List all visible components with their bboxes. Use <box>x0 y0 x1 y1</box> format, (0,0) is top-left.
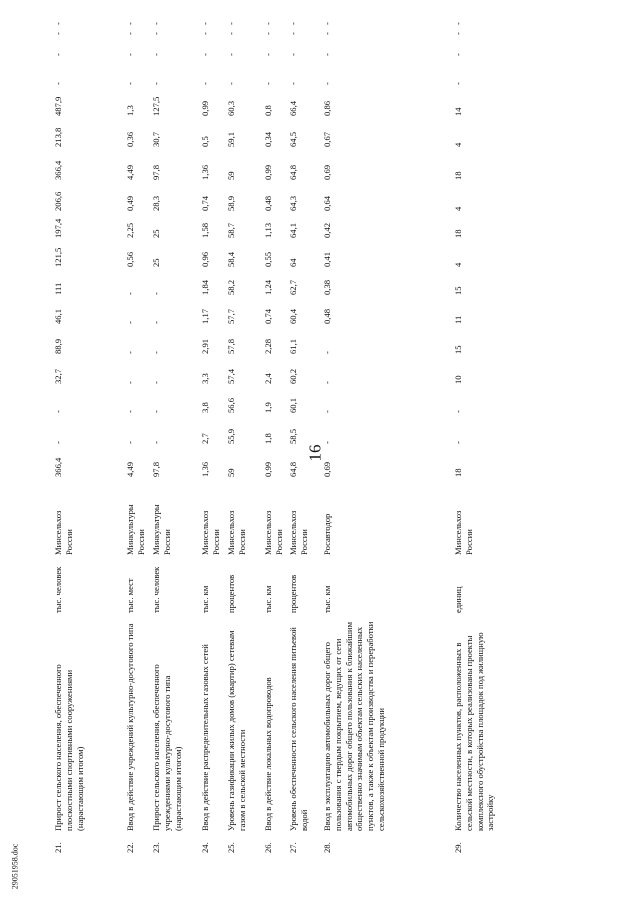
value-cell: 14 <box>453 107 463 116</box>
indicator-name: Ввод в действие локальных водопроводов <box>263 677 273 831</box>
value-cell: 64,5 <box>288 131 298 147</box>
responsible-agency: Минсельхоз России <box>288 510 309 555</box>
value-cell: 127,5 <box>151 96 161 116</box>
row-number: 27. <box>288 842 298 853</box>
value-cell: 66,4 <box>288 100 298 116</box>
value-cell: 58,5 <box>288 428 298 444</box>
value-cell: 11 <box>453 315 463 324</box>
value-cell: - <box>125 351 135 354</box>
value-cells <box>263 22 275 477</box>
value-cell: - <box>288 82 298 85</box>
value-cells <box>125 22 137 477</box>
value-cell: - <box>53 53 63 56</box>
value-cell: 58,9 <box>226 195 236 211</box>
unit-of-measure: тыс. мест <box>125 578 135 613</box>
value-cell: - <box>151 53 161 56</box>
value-cell: 58,2 <box>226 279 236 295</box>
value-cell: 0,5 <box>200 136 210 147</box>
row-number: 21. <box>53 842 63 853</box>
unit-of-measure: единиц <box>453 586 463 613</box>
indicator-name: Уровень обеспеченности сельского населения питьевой водой <box>288 627 309 831</box>
value-cell: - <box>53 82 63 85</box>
value-cell: 0,99 <box>263 164 273 180</box>
value-cell: 0,69 <box>322 461 332 477</box>
value-cell: 0,74 <box>263 308 273 324</box>
value-cell: 58,4 <box>226 251 236 267</box>
indicator-name: Прирост сельского населения, обеспеченного учреждениями культурно-досугового типа (нарастающим итогом) <box>151 664 183 831</box>
value-cell: 0,49 <box>125 195 135 211</box>
value-cell: 0,55 <box>263 251 273 267</box>
value-cell: 2,25 <box>125 222 135 238</box>
value-cell: 59,1 <box>226 131 236 147</box>
value-cell: - <box>226 82 236 85</box>
value-cell: 64 <box>288 258 298 267</box>
value-cell: 0,99 <box>263 461 273 477</box>
value-cell: 1,36 <box>200 164 210 180</box>
value-cell: 56,6 <box>226 397 236 413</box>
unit-of-measure: процентов <box>226 574 236 613</box>
value-cells <box>200 22 212 477</box>
value-cell: 1,13 <box>263 222 273 238</box>
value-cell: 121,5 <box>53 247 63 267</box>
value-cell: 60,4 <box>288 308 298 324</box>
indicator-name: Ввод в действие учреждений культурно-досугового типа <box>125 623 135 831</box>
value-cell: - <box>53 32 63 35</box>
value-cell: - <box>200 53 210 56</box>
value-cell: - <box>453 32 463 35</box>
value-cell: 2,28 <box>263 338 273 354</box>
value-cell: - <box>200 32 210 35</box>
value-cell: 0,74 <box>200 195 210 211</box>
value-cells <box>226 22 238 477</box>
value-cell: - <box>151 82 161 85</box>
value-cell: 64,8 <box>288 461 298 477</box>
value-cell: 2,7 <box>200 433 210 444</box>
indicator-name: Прирост сельского населения, обеспеченного плоскостными спортивными сооружениями (нарастающим итогом) <box>53 664 85 831</box>
value-cell: - <box>200 22 210 25</box>
value-cells <box>322 22 334 477</box>
unit-of-measure: тыс. км <box>200 585 210 613</box>
value-cell: 58,7 <box>226 222 236 238</box>
footer-filename: 29051958.doc <box>10 843 20 890</box>
value-cell: 57,8 <box>226 338 236 354</box>
value-cell: - <box>125 410 135 413</box>
value-cell: - <box>288 32 298 35</box>
value-cell: 25 <box>151 258 161 267</box>
value-cell: - <box>53 441 63 444</box>
row-number: 29. <box>453 842 463 853</box>
responsible-agency: Минкультуры России <box>125 504 146 555</box>
value-cell: - <box>125 321 135 324</box>
value-cell: 1,3 <box>125 105 135 116</box>
value-cells <box>288 22 300 477</box>
value-cell: 55,9 <box>226 428 236 444</box>
page-number: 16 <box>305 444 325 462</box>
value-cell: - <box>125 53 135 56</box>
value-cell: 1,8 <box>263 433 273 444</box>
value-cell: 0,48 <box>322 308 332 324</box>
value-cell: - <box>125 292 135 295</box>
value-cell: - <box>322 32 332 35</box>
value-cell: - <box>53 410 63 413</box>
value-cell: - <box>453 53 463 56</box>
value-cell: - <box>151 381 161 384</box>
value-cell: 18 <box>453 229 463 238</box>
responsible-agency: Минсельхоз России <box>226 510 247 555</box>
value-cell: - <box>322 410 332 413</box>
unit-of-measure: тыс. км <box>263 585 273 613</box>
value-cell: - <box>53 22 63 25</box>
value-cell: - <box>151 32 161 35</box>
row-number: 22. <box>125 842 135 853</box>
value-cell: - <box>125 381 135 384</box>
value-cell: 97,8 <box>151 164 161 180</box>
responsible-agency: Минкультуры России <box>151 504 172 555</box>
value-cell: 0,67 <box>322 131 332 147</box>
unit-of-measure: тыс. км <box>322 585 332 613</box>
value-cell: 46,1 <box>53 308 63 324</box>
value-cell: - <box>288 53 298 56</box>
value-cell: - <box>125 82 135 85</box>
value-cell: 0,38 <box>322 279 332 295</box>
value-cell: - <box>151 441 161 444</box>
value-cell: 0,69 <box>322 164 332 180</box>
value-cell: 60,1 <box>288 397 298 413</box>
value-cell: 32,7 <box>53 368 63 384</box>
value-cell: - <box>453 82 463 85</box>
indicator-name: Ввод в действие распределительных газовых сетей <box>200 644 210 831</box>
responsible-agency: Минсельхоз России <box>263 510 284 555</box>
value-cell: - <box>288 22 298 25</box>
value-cell: 2,91 <box>200 338 210 354</box>
value-cell: - <box>125 32 135 35</box>
value-cell: 97,8 <box>151 461 161 477</box>
value-cell: 0,34 <box>263 131 273 147</box>
responsible-agency: Минсельхоз России <box>200 510 221 555</box>
value-cell: - <box>151 22 161 25</box>
indicator-name: Уровень газификации жилых домов (квартир) сетевым газом в сельской местности <box>226 630 247 831</box>
value-cell: 1,36 <box>200 461 210 477</box>
value-cell: 64,1 <box>288 222 298 238</box>
value-cell: 206,6 <box>53 191 63 211</box>
value-cell: 0,41 <box>322 251 332 267</box>
value-cell: 0,96 <box>200 251 210 267</box>
value-cell: 59 <box>226 171 236 180</box>
row-number: 28. <box>322 842 332 853</box>
value-cell: - <box>151 292 161 295</box>
value-cell: 0,48 <box>263 195 273 211</box>
value-cell: 15 <box>453 345 463 354</box>
value-cell: 3,8 <box>200 402 210 413</box>
responsible-agency: Росавтодор <box>322 513 332 555</box>
row-number: 24. <box>200 842 210 853</box>
value-cell: 0,99 <box>200 100 210 116</box>
value-cell: 88,9 <box>53 338 63 354</box>
value-cell: 111 <box>53 282 63 295</box>
value-cell: 4 <box>453 206 463 211</box>
value-cell: 2,4 <box>263 373 273 384</box>
value-cell: 1,24 <box>263 279 273 295</box>
value-cells <box>53 22 65 477</box>
value-cell: 18 <box>453 468 463 477</box>
value-cell: 28,3 <box>151 195 161 211</box>
value-cells <box>151 22 163 477</box>
value-cell: 213,8 <box>53 127 63 147</box>
value-cell: - <box>263 32 273 35</box>
value-cell: 61,1 <box>288 338 298 354</box>
value-cell: - <box>322 22 332 25</box>
value-cells <box>453 22 465 477</box>
value-cell: - <box>151 410 161 413</box>
value-cell: 0,86 <box>322 100 332 116</box>
value-cell: 1,17 <box>200 308 210 324</box>
value-cell: - <box>322 381 332 384</box>
value-cell: - <box>226 32 236 35</box>
value-cell: 64,8 <box>288 164 298 180</box>
value-cell: 0,64 <box>322 195 332 211</box>
value-cell: 60,2 <box>288 368 298 384</box>
value-cell: 0,36 <box>125 131 135 147</box>
value-cell: 1,9 <box>263 402 273 413</box>
value-cell: - <box>322 82 332 85</box>
value-cell: 3,3 <box>200 373 210 384</box>
value-cell: - <box>226 53 236 56</box>
value-cell: 64,3 <box>288 195 298 211</box>
value-cell: 10 <box>453 375 463 384</box>
value-cell: - <box>322 351 332 354</box>
value-cell: 366,4 <box>53 160 63 180</box>
row-number: 25. <box>226 842 236 853</box>
value-cell: 487,9 <box>53 96 63 116</box>
responsible-agency: Минсельхоз России <box>453 510 474 555</box>
value-cell: - <box>453 410 463 413</box>
value-cell: - <box>125 22 135 25</box>
value-cell: 25 <box>151 229 161 238</box>
value-cell: 197,4 <box>53 218 63 238</box>
value-cell: 4,49 <box>125 164 135 180</box>
unit-of-measure: тыс. человек <box>53 566 63 613</box>
value-cell: - <box>226 22 236 25</box>
value-cell: 59 <box>226 468 236 477</box>
rotated-table <box>48 22 618 855</box>
unit-of-measure: тыс. человек <box>151 566 161 613</box>
value-cell: 0,56 <box>125 251 135 267</box>
unit-of-measure: процентов <box>288 574 298 613</box>
value-cell: 15 <box>453 286 463 295</box>
value-cell: 62,7 <box>288 279 298 295</box>
responsible-agency: Минсельхоз России <box>53 510 74 555</box>
value-cell: 4,49 <box>125 461 135 477</box>
value-cell: 1,84 <box>200 279 210 295</box>
value-cell: 57,4 <box>226 368 236 384</box>
value-cell: 0,8 <box>263 105 273 116</box>
value-cell: - <box>263 22 273 25</box>
value-cell: - <box>200 82 210 85</box>
value-cell: 30,7 <box>151 131 161 147</box>
value-cell: 4 <box>453 142 463 147</box>
value-cell: - <box>151 351 161 354</box>
value-cell: - <box>322 53 332 56</box>
value-cell: - <box>263 82 273 85</box>
row-number: 23. <box>151 842 161 853</box>
value-cell: - <box>263 53 273 56</box>
indicator-name: Ввод в эксплуатацию автомобильных дорог общего пользования с твердым покрытием, ведущих от сети автомобильных дорог общего пользования к ближайшим общественно значимым объектам сельских населенных пунктов, а также к объектам производства и переработки сельскохозяйственной продукции <box>322 621 386 831</box>
value-cell: 18 <box>453 171 463 180</box>
value-cell: 1,58 <box>200 222 210 238</box>
value-cell: - <box>151 321 161 324</box>
value-cell: - <box>453 22 463 25</box>
value-cell: - <box>453 441 463 444</box>
row-number: 26. <box>263 842 273 853</box>
value-cell: 57,7 <box>226 308 236 324</box>
value-cell: 366,4 <box>53 457 63 477</box>
value-cell: 0,42 <box>322 222 332 238</box>
value-cell: - <box>125 441 135 444</box>
indicator-name: Количество населенных пунктов, расположенных в сельской местности, в которых реализованы проекты комплексного обустройства площадок под жилищную застройку <box>453 632 496 831</box>
value-cell: 4 <box>453 262 463 267</box>
value-cell: 60,3 <box>226 100 236 116</box>
value-cell: - <box>322 441 332 444</box>
